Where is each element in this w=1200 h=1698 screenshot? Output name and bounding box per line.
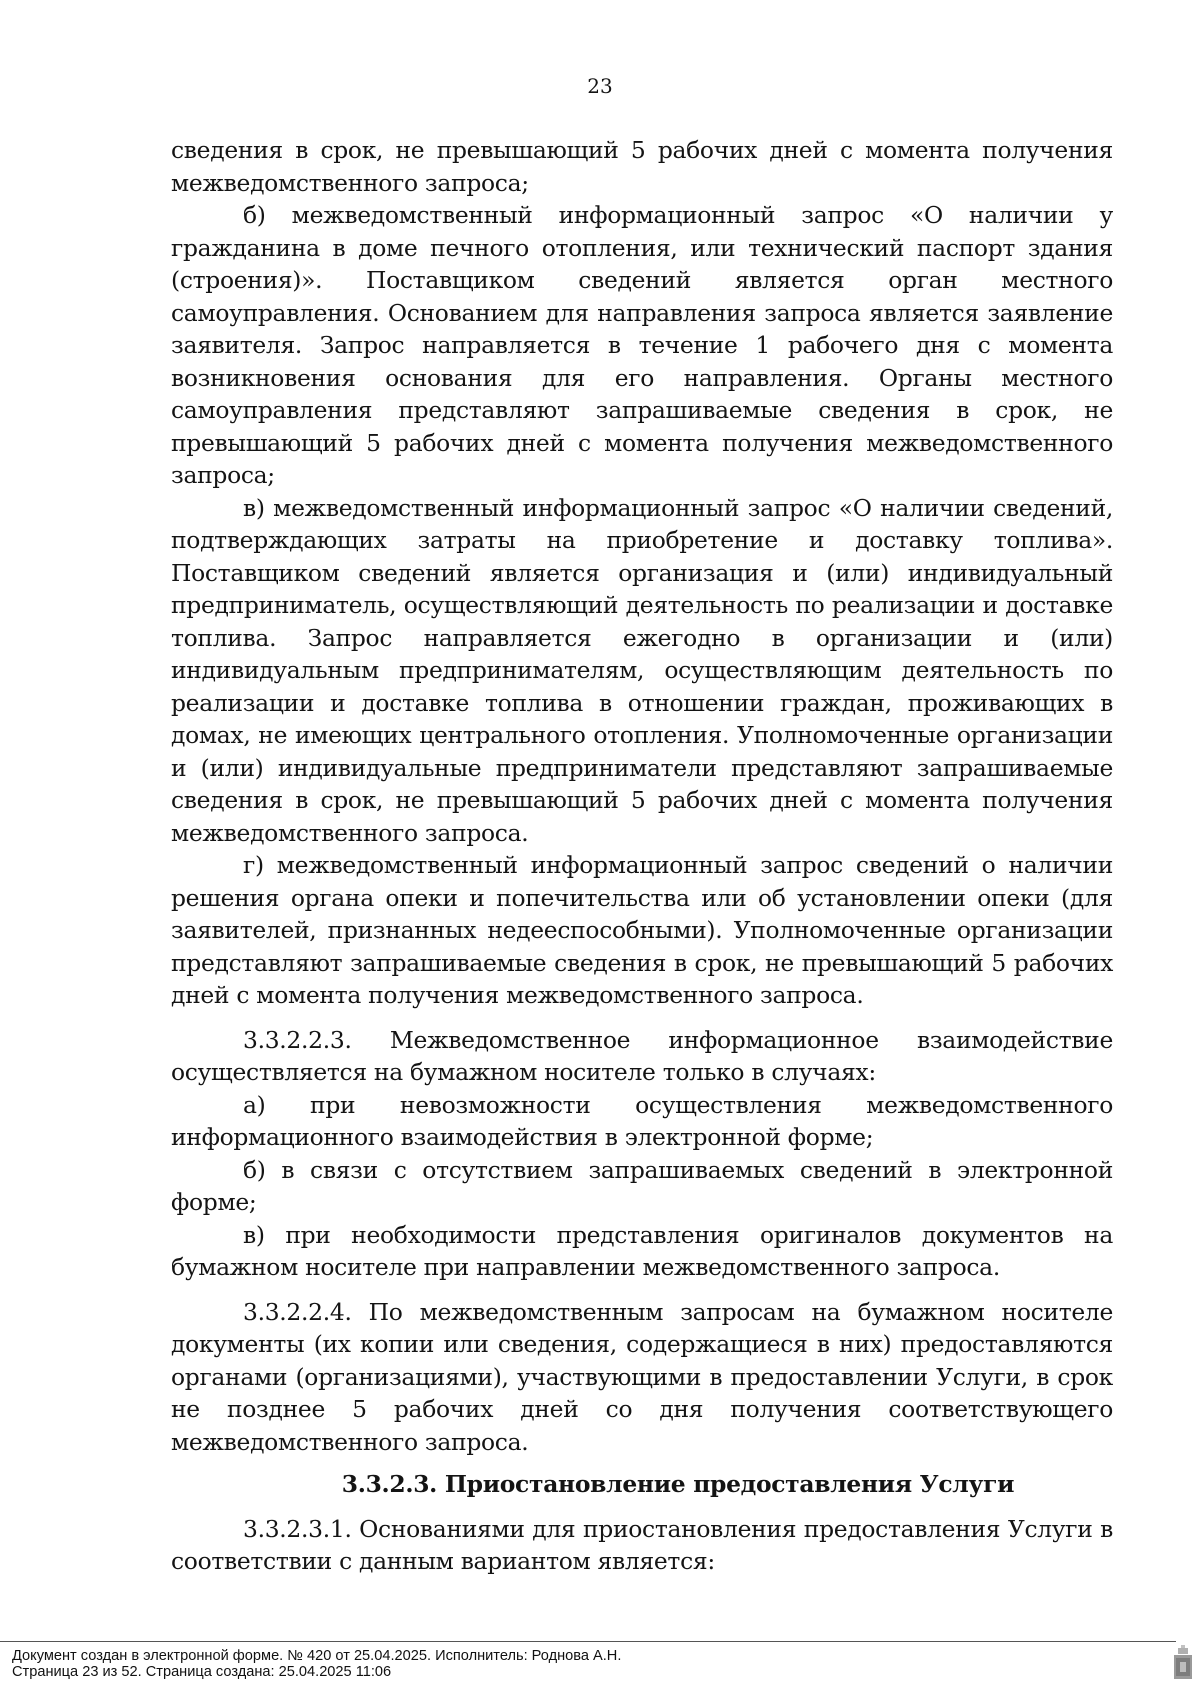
paragraph-continuation: сведения в срок, не превышающий 5 рабочих дней с момента получения межведомственного запроса; xyxy=(171,136,1113,197)
paragraph-3-3-2-3-1: 3.3.2.3.1. Основаниями для приостановления предоставления Услуги в соответствии с данным вариантом является: xyxy=(171,1514,1113,1575)
footer-divider xyxy=(0,1641,1176,1642)
paragraph-item-g: г) межведомственный информационный запрос сведений о наличии решения органа опеки и попечительства или об установлении опеки (для заявителей, признанных недееспособными). Уполномоченные организации представляют запрашиваемые сведения в срок, не превышающий 5 рабочих дней с момента получения межведомственного запроса. xyxy=(171,851,1113,1009)
paragraph-3-3-2-2-4: 3.3.2.2.4. По межведомственным запросам на бумажном носителе документы (их копии или сведения, содержащиеся в них) предоставляются органами (организациями), участвующими в предоставлении Услуги, в срок не позднее 5 рабочих дней со дня получения соответствующего межведомственного запроса. xyxy=(171,1297,1113,1456)
paragraph-3-3-2-2-3: 3.3.2.2.3. Межведомственное информационное взаимодействие осуществляется на бумажном носителе только в случаях: xyxy=(171,1025,1113,1086)
paragraph-case-a: а) при невозможности осуществления межведомственного информационного взаимодействия в электронной форме; xyxy=(171,1090,1113,1151)
document-body xyxy=(171,134,1113,1578)
paragraph-item-v: в) межведомственный информационный запрос «О наличии сведений, подтверждающих затраты на приобретение и доставку топлива». Поставщиком сведений является организация и (или) индивидуальный предприниматель, осуществляющий деятельность по реализации и доставке топлива. Запрос направляется ежегодно в организации и (или) индивидуальным предпринимателям, осуществляющим деятельность по реализации и доставке топлива в отношении граждан, проживающих в домах, не имеющих центрального отопления. Уполномоченные организации и (или) индивидуальные предприниматели представляют запрашиваемые сведения в срок, не превышающий 5 рабочих дней с момента получения межведомственного запроса. xyxy=(171,493,1113,847)
paragraph-item-b: б) межведомственный информационный запрос «О наличии у гражданина в доме печного отопления, или технический паспорт здания (строения)». Поставщиком сведений является орган местного самоуправления. Основанием для направления запроса является заявление заявителя. Запрос направляется в течение 1 рабочего дня с момента возникновения основания для его направления. Органы местного самоуправления представляют запрашиваемые сведения в срок, не превышающий 5 рабочих дней с момента получения межведомственного запроса; xyxy=(171,201,1113,489)
footer-document-info: Документ создан в электронной форме. № 420 от 25.04.2025. Исполнитель: Роднова А.Н. xyxy=(12,1648,622,1664)
section-heading: 3.3.2.3. Приостановление предоставления Услуги xyxy=(341,1470,1015,1498)
document-footer xyxy=(12,1648,621,1680)
page-number: 23 xyxy=(587,74,613,98)
coat-of-arms-icon xyxy=(1172,1645,1194,1681)
paragraph-case-b: б) в связи с отсутствием запрашиваемых сведений в электронной форме; xyxy=(171,1155,1113,1216)
footer-page-info: Страница 23 из 52. Страница создана: 25.04.2025 11:06 xyxy=(12,1664,392,1680)
paragraph-case-v: в) при необходимости представления оригиналов документов на бумажном носителе при направлении межведомственного запроса. xyxy=(171,1220,1113,1281)
